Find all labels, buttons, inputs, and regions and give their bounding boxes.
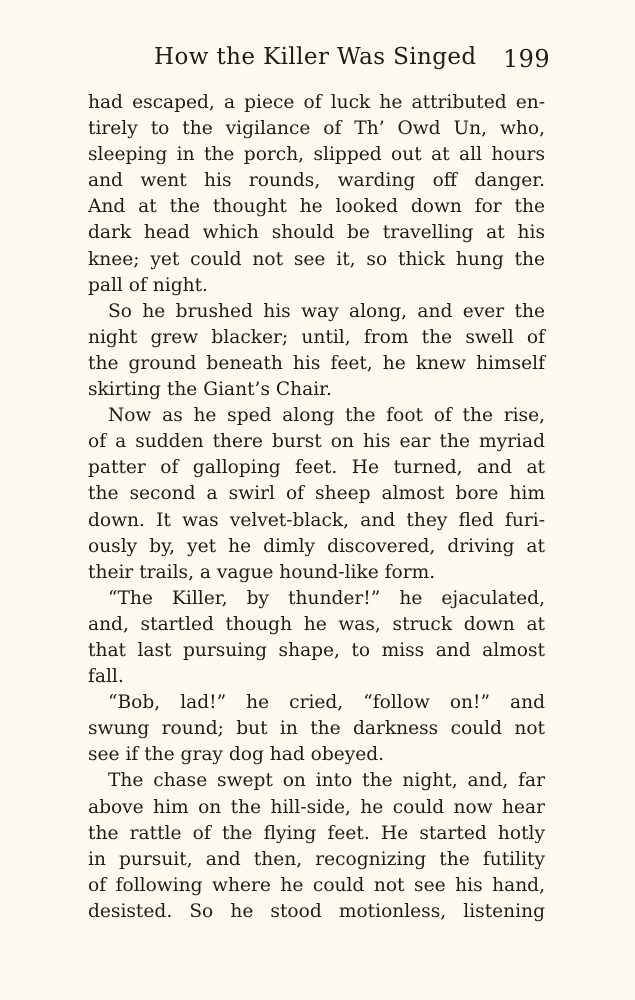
text-line: fall. [88,666,124,688]
text-line: tirely to the vigilance of Th’ Owd Un, who, [88,118,545,140]
text-line: knee; yet could not see it, so thick hung the [88,248,545,270]
body-text [88,90,545,925]
text-line: pall of night. [88,274,208,296]
text-line: down. It was velvet-black, and they fled furi- [88,509,545,531]
text-line: the rattle of the flying feet. He started hotly [88,822,545,844]
page-number: 199 [503,45,551,73]
text-line: in pursuit, and then, recognizing the futility [88,848,545,870]
text-line: And at the thought he looked down for the [88,196,545,218]
text-line: sleeping in the porch, slipped out at all hours [88,144,545,166]
text-line: and, startled though he was, struck down at [88,613,545,635]
text-line: and went his rounds, warding off danger. [88,170,545,192]
text-line: above him on the hill-side, he could now hear [88,796,545,818]
text-line: had escaped, a piece of luck he attributed en- [88,92,545,113]
running-head [0,40,635,80]
text-line: So he brushed his way along, and ever the [108,300,545,322]
chapter-title: How the Killer Was Singed [154,44,477,70]
text-line: of a sudden there burst on his ear the myriad [88,431,545,453]
text-line: ously by, yet he dimly discovered, driving at [88,535,545,557]
text-line: desisted. So he stood motionless, listening [88,900,545,922]
text-line: the second a swirl of sheep almost bore him [88,483,545,505]
text-line: skirting the Giant’s Chair. [88,379,332,401]
text-line: swung round; but in the darkness could not [88,718,545,740]
text-line: patter of galloping feet. He turned, and at [88,457,545,479]
text-line: dark head which should be travelling at his [88,222,545,244]
text-line: of following where he could not see his hand, [88,874,545,896]
text-line: Now as he sped along the foot of the rise, [108,405,545,427]
text-line: The chase swept on into the night, and, far [108,770,545,792]
text-line: “Bob, lad!” he cried, “follow on!” and [108,692,545,714]
text-line: the ground beneath his feet, he knew himself [88,352,545,374]
text-line: see if the gray dog had obeyed. [88,744,385,766]
text-line: that last pursuing shape, to miss and almost [88,639,545,661]
text-line: “The Killer, by thunder!” he ejaculated, [108,587,545,609]
text-line: night grew blacker; until, from the swell of [88,326,545,348]
text-line: their trails, a vague hound-like form. [88,561,436,583]
